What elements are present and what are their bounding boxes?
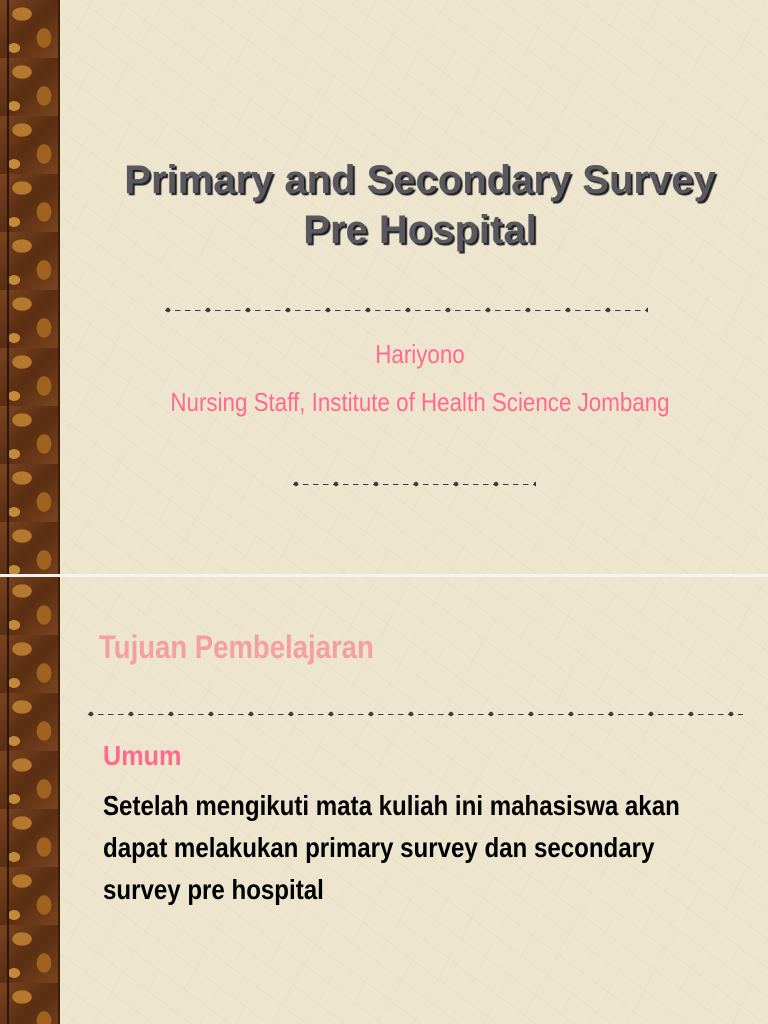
- divider-line: [88, 710, 743, 718]
- decorative-border: [0, 577, 60, 1024]
- slide-title: Primary and Secondary Survey Pre Hospital: [124, 158, 716, 252]
- author-affiliation: Nursing Staff, Institute of Health Science Jombang: [170, 387, 670, 417]
- author-name: Hariyono: [375, 339, 465, 369]
- divider-line: [293, 480, 536, 488]
- body-text: Setelah mengikuti mata kuliah ini mahasiswa akan dapat melakukan primary survey dan secondary survey pre hospital: [103, 790, 680, 905]
- section-title: Tujuan Pembelajaran: [99, 629, 374, 665]
- border-line: [7, 577, 9, 1024]
- subheading: Umum: [103, 740, 182, 771]
- decorative-border: [0, 0, 60, 574]
- border-line: [7, 0, 9, 574]
- divider-line: [165, 306, 648, 314]
